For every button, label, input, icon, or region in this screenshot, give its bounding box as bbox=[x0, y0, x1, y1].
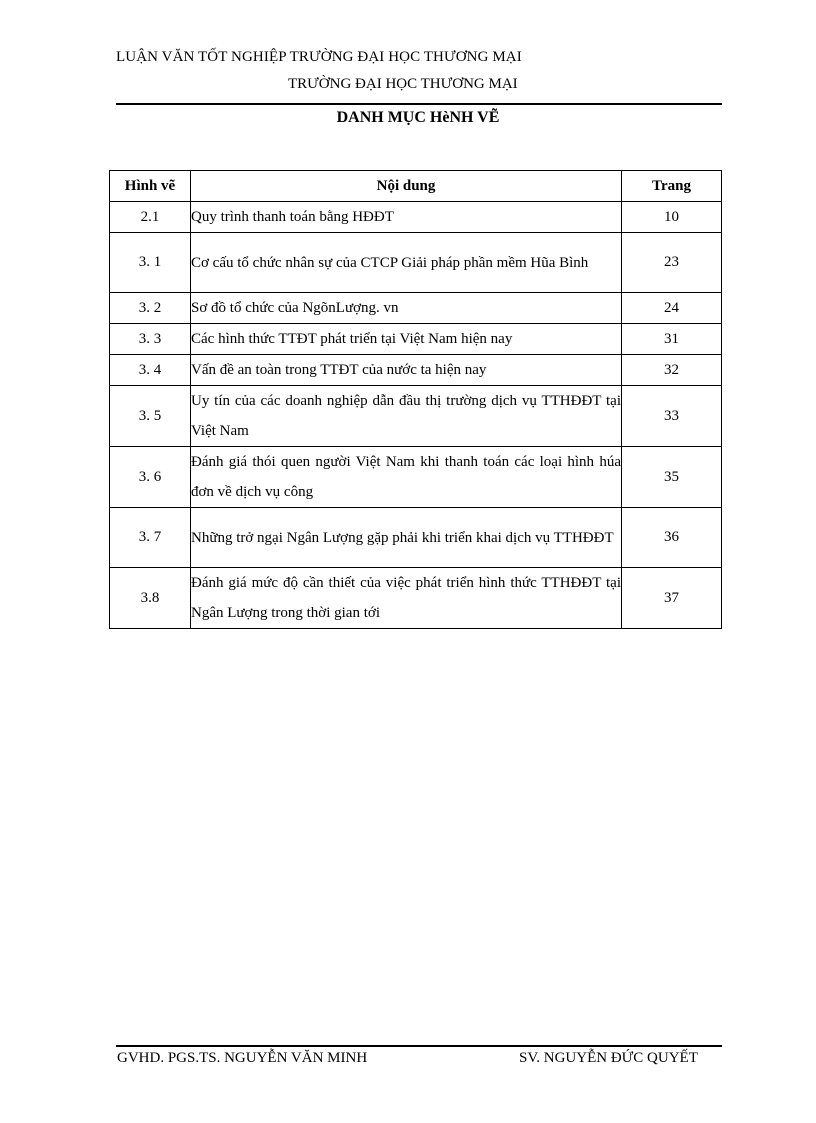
figure-number: 3. 2 bbox=[110, 293, 191, 324]
figure-page: 36 bbox=[622, 508, 722, 568]
figure-list-table bbox=[109, 170, 722, 629]
table-row bbox=[110, 447, 722, 508]
table-header-row bbox=[110, 171, 722, 202]
figure-number: 3. 6 bbox=[110, 447, 191, 508]
table-row bbox=[110, 202, 722, 233]
figure-description: Vấn đề an toàn trong TTĐT của nước ta hiện nay bbox=[191, 355, 622, 386]
figure-description: Sơ đồ tổ chức của NgõnLượng. vn bbox=[191, 293, 622, 324]
header-line-1: LUẬN VĂN TỐT NGHIỆP TRƯỜNG ĐẠI HỌC THƯƠNG MẠI bbox=[116, 49, 522, 65]
figure-page: 37 bbox=[622, 568, 722, 629]
figure-number: 2.1 bbox=[110, 202, 191, 233]
figure-description: Uy tín của các doanh nghiệp dẫn đầu thị trường dịch vụ TTHĐĐT tại Việt Nam bbox=[191, 386, 622, 447]
header-line-2: TRƯỜNG ĐẠI HỌC THƯƠNG MẠI bbox=[288, 76, 518, 92]
figure-number: 3. 7 bbox=[110, 508, 191, 568]
table-row bbox=[110, 508, 722, 568]
table-row bbox=[110, 324, 722, 355]
figure-page: 24 bbox=[622, 293, 722, 324]
figure-number: 3. 5 bbox=[110, 386, 191, 447]
figure-page: 35 bbox=[622, 447, 722, 508]
figure-description: Cơ cấu tổ chức nhân sự của CTCP Giải pháp phần mềm Hũa Bình bbox=[191, 233, 622, 293]
figure-description: Những trở ngại Ngân Lượng gặp phải khi triển khai dịch vụ TTHĐĐT bbox=[191, 508, 622, 568]
table-row bbox=[110, 568, 722, 629]
page-title: DANH MỤC HèNH VẼ bbox=[336, 109, 500, 126]
column-header-content: Nội dung bbox=[191, 171, 622, 202]
table-row bbox=[110, 293, 722, 324]
header-divider bbox=[116, 103, 722, 105]
footer-divider bbox=[116, 1045, 722, 1047]
column-header-figure: Hình vẽ bbox=[110, 171, 191, 202]
footer-advisor: GVHD. PGS.TS. NGUYỄN VĂN MINH bbox=[117, 1050, 368, 1066]
figure-number: 3. 3 bbox=[110, 324, 191, 355]
figure-page: 32 bbox=[622, 355, 722, 386]
footer-student: SV. NGUYỄN ĐỨC QUYẾT bbox=[519, 1050, 698, 1066]
figure-number: 3.8 bbox=[110, 568, 191, 629]
figure-page: 23 bbox=[622, 233, 722, 293]
table-row bbox=[110, 233, 722, 293]
figure-description: Đánh giá thói quen người Việt Nam khi thanh toán các loại hình húa đơn về dịch vụ công bbox=[191, 447, 622, 508]
figure-description: Đánh giá mức độ cần thiết của việc phát triển hình thức TTHĐĐT tại Ngân Lượng trong thời gian tới bbox=[191, 568, 622, 629]
table-row bbox=[110, 355, 722, 386]
table-row bbox=[110, 386, 722, 447]
figure-number: 3. 1 bbox=[110, 233, 191, 293]
column-header-page: Trang bbox=[622, 171, 722, 202]
figure-description: Quy trình thanh toán bằng HĐĐT bbox=[191, 202, 622, 233]
figure-page: 31 bbox=[622, 324, 722, 355]
figure-page: 33 bbox=[622, 386, 722, 447]
figure-description: Các hình thức TTĐT phát triển tại Việt Nam hiện nay bbox=[191, 324, 622, 355]
figure-number: 3. 4 bbox=[110, 355, 191, 386]
figure-page: 10 bbox=[622, 202, 722, 233]
